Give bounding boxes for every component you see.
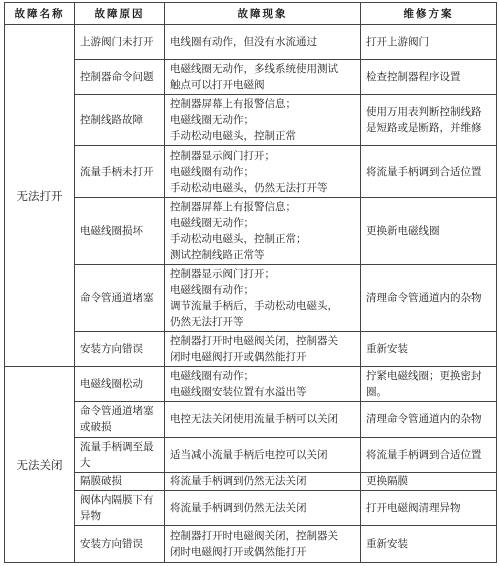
table-body <box>5 25 497 563</box>
repair-solution: 打开电磁阀清理异物 <box>361 490 497 525</box>
fault-cause: 控制线路故障 <box>75 95 165 146</box>
fault-phenomenon <box>165 525 361 562</box>
table-row <box>5 25 497 60</box>
phenomenon-line: 电磁线圈有动作； <box>170 165 254 178</box>
fault-phenomenon <box>165 490 361 525</box>
repair-solution: 将流量手柄调到合适位置 <box>361 437 497 472</box>
header-row <box>5 3 497 25</box>
fault-cause: 电磁线圈损坏 <box>75 197 165 264</box>
phenomenon-line: 控制器打开时电磁阀关闭，控制器关 <box>170 335 338 348</box>
table-row <box>5 437 497 472</box>
fault-cause: 命令管通道堵塞 <box>75 264 165 331</box>
repair-solution: 拧紧电磁线圈；更换密封圈。 <box>361 367 497 402</box>
repair-solution: 更换新电磁线圈 <box>361 197 497 264</box>
repair-solution: 清理命令管通道内的杂物 <box>361 264 497 331</box>
fault-cause: 阀体内隔膜下有异物 <box>75 490 165 525</box>
table-row <box>5 95 497 146</box>
repair-solution: 重新安装 <box>361 525 497 562</box>
phenomenon-line: 仍然无法打开等 <box>170 316 244 328</box>
fault-phenomenon <box>165 197 361 264</box>
repair-solution: 将流量手柄调到合适位置 <box>361 146 497 197</box>
phenomenon-line: 控制器显示阀门打开； <box>170 268 275 280</box>
fault-phenomenon <box>165 60 361 95</box>
phenomenon-line: 将流量手柄调到仍然无法关闭 <box>170 501 307 514</box>
phenomenon-line: 控制器屏幕上有报警信息； <box>170 200 296 213</box>
phenomenon-line: 手动松动电磁头，仍然无法打开等 <box>170 181 328 194</box>
table-row <box>5 60 497 95</box>
fault-phenomenon <box>165 146 361 197</box>
header-name: 故障名称 <box>5 3 75 25</box>
repair-solution: 更换隔膜 <box>361 472 497 490</box>
phenomenon-line: 电磁线圈安装位置有水溢出等 <box>170 386 307 399</box>
header-cause: 故障原因 <box>75 3 165 25</box>
table-row <box>5 264 497 331</box>
table-row <box>5 525 497 562</box>
fault-cause: 电磁线圈松动 <box>75 367 165 402</box>
phenomenon-line: 测试控制线路正常等 <box>170 248 265 261</box>
fault-phenomenon <box>165 367 361 402</box>
phenomenon-line: 闭时电磁阀打开或偶然能打开 <box>170 545 307 558</box>
fault-cause: 流量手柄调至最大 <box>75 437 165 472</box>
repair-solution: 打开上游阀门 <box>361 25 497 60</box>
fault-category: 无法打开 <box>5 25 75 367</box>
phenomenon-line: 手动松动电磁头，控制正常 <box>170 130 296 143</box>
repair-solution: 检查控制器程序设置 <box>361 60 497 95</box>
fault-phenomenon <box>165 332 361 367</box>
phenomenon-line: 触点可以打开电磁阀 <box>170 79 265 92</box>
fault-category: 无法关闭 <box>5 367 75 563</box>
phenomenon-line: 控制器显示阀门打开； <box>170 149 275 162</box>
phenomenon-line: 电线圈有动作，但没有水流通过 <box>170 36 317 49</box>
phenomenon-line: 将流量手柄调到仍然无法关闭 <box>170 475 307 488</box>
fault-cause: 安装方向错误 <box>75 332 165 367</box>
fault-table <box>4 2 497 563</box>
phenomenon-line: 电磁线圈无动作； <box>170 114 254 127</box>
table-row <box>5 197 497 264</box>
phenomenon-line: 电控无法关闭使用流量手柄可以关闭 <box>170 413 338 426</box>
table-row <box>5 402 497 437</box>
fault-cause: 安装方向错误 <box>75 525 165 562</box>
fault-cause: 上游阀门未打开 <box>75 25 165 60</box>
fault-phenomenon <box>165 264 361 331</box>
repair-solution: 重新安装 <box>361 332 497 367</box>
phenomenon-line: 电磁线圈有动作； <box>170 284 254 296</box>
table-row <box>5 146 497 197</box>
phenomenon-line: 调节流量手柄后，手动松动电磁头， <box>170 300 338 312</box>
fault-cause: 控制器命令问题 <box>75 60 165 95</box>
phenomenon-line: 控制器打开时电磁阀关闭，控制器关 <box>170 529 338 542</box>
fault-phenomenon <box>165 472 361 490</box>
fault-cause: 隔膜破损 <box>75 472 165 490</box>
header-phenomenon: 故障现象 <box>165 3 361 25</box>
phenomenon-line: 手动松动电磁头，控制正常； <box>170 232 307 245</box>
phenomenon-line: 电磁线圈有动作； <box>170 370 254 383</box>
phenomenon-line: 控制器屏幕上有报警信息； <box>170 98 296 111</box>
fault-phenomenon <box>165 25 361 60</box>
fault-cause: 命令管通道堵塞或破损 <box>75 402 165 437</box>
phenomenon-line: 适当减小流量手柄后电控可以关闭 <box>170 448 328 461</box>
header-solution: 维修方案 <box>361 3 497 25</box>
repair-solution: 清理命令管通道内的杂物 <box>361 402 497 437</box>
fault-cause: 流量手柄未打开 <box>75 146 165 197</box>
fault-phenomenon <box>165 437 361 472</box>
fault-phenomenon <box>165 95 361 146</box>
repair-solution: 使用万用表判断控制线路是短路或是断路，并维修 <box>361 95 497 146</box>
table-row <box>5 332 497 367</box>
phenomenon-line: 电磁线圈无动作，多线系统使用测试 <box>170 63 338 76</box>
phenomenon-line: 闭时电磁阀打开或偶然能打开 <box>170 351 307 364</box>
table-row <box>5 367 497 402</box>
phenomenon-line: 电磁线圈无动作； <box>170 216 254 229</box>
table-row <box>5 472 497 490</box>
fault-phenomenon <box>165 402 361 437</box>
table-row <box>5 490 497 525</box>
